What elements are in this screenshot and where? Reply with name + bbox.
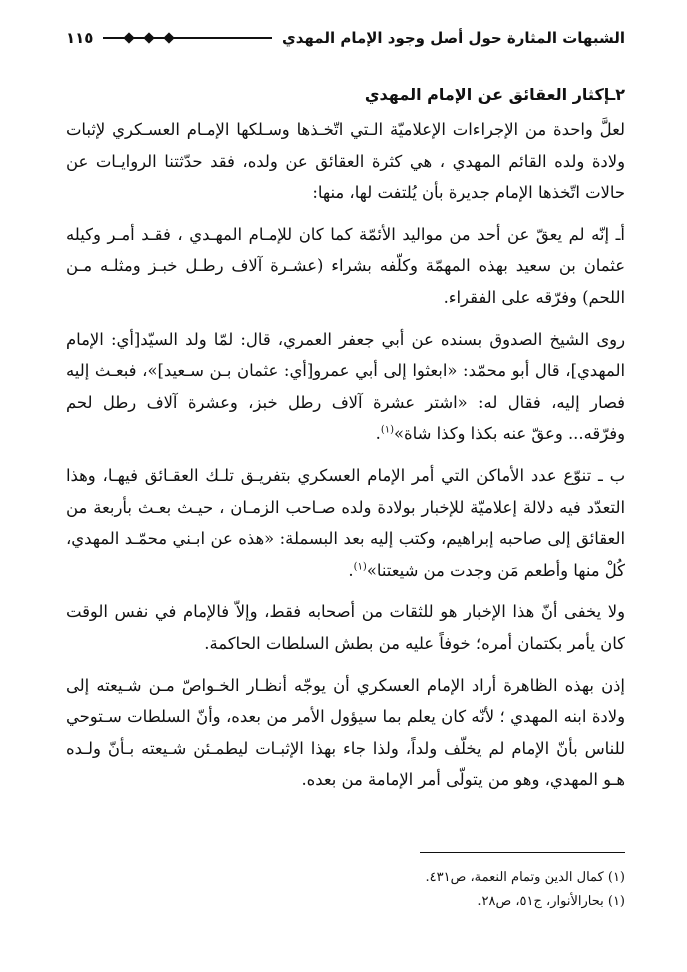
- running-title: الشبهات المثارة حول أصل وجود الإمام المهدي: [281, 29, 625, 47]
- ornament-diamond: [164, 32, 175, 43]
- paragraph-text: ب ـ تنوّع عدد الأماكن التي أمر الإمام العسكري بتفريـق تلـك العقـائق فيهـا، وهذا التعدّد فيه دلالة إعلاميّة للإخبار بولادة ولده صـاحب الزمـان ، حيـث بعـث بأربعة من العقائق إلى صاحبه إبراهيم، وكتب إليه بعد البسملة: «هذه عن ابـني محمّـد المهدي، كُلْ منها وأطعم مَن وجدت من شيعتنا»: [66, 465, 625, 580]
- page-header: [66, 24, 625, 52]
- footnote: (١) كمال الدين وتمام النعمة، ص٤٣١.: [425, 870, 625, 885]
- paragraph-end: .: [375, 424, 381, 444]
- paragraph: إذن بهذه الظاهرة أراد الإمام العسكري أن يوجّه أنظـار الخـواصّ مـن شـيعته إلى ولادة ابنه المهدي ؛ لأنّه كان يعلم بما سيؤول الأمر من بعده، وأنّ السلطات سـتوحي للناس بأنّ الإمام لم يخلّف ولداً، ولذا جاء بهذا الإثبـات ليطمـئن شـيعته بـأنّ ولـده هـو المهدي، وهو من يتولّى أمر الإمامة من بعده.: [66, 675, 625, 790]
- footnote-reference: (١): [353, 561, 367, 573]
- section-heading: ٢ـإكثار العقائق عن الإمام المهدي: [364, 85, 625, 104]
- paragraph-with-footnote: [66, 324, 625, 450]
- footnote: (١) بحارالأنوار، ج٥١، ص٢٨.: [477, 894, 625, 909]
- footnote-reference: (١): [380, 424, 395, 436]
- page-number: ١١٥: [66, 29, 94, 47]
- ornament-diamond: [124, 32, 135, 43]
- paragraph-end: .: [348, 560, 354, 580]
- footnotes: [66, 866, 625, 914]
- paragraph: لعلَّ واحدة من الإجراءات الإعلاميّة الـتي اتّخـذها وسـلكها الإمـام العسـكري لإثبات ولادة ولده القائم المهدي ، هي كثرة العقائق عن ولده، فقد حدّثتنا الروايـات عن حالات اتّخذها الإمام جديرة بأن يُلتفت لها، منها:: [66, 120, 625, 203]
- paragraph: ولا يخفى أنّ هذا الإخبار هو للثقات من أصحابه فقط، وإلاّ فالإمام في نفس الوقت كان يأمر بكتمان أمره؛ خوفاً عليه من بطش السلطات الحاكمة.: [66, 602, 625, 653]
- ornament-diamond: [144, 32, 155, 43]
- paragraph-with-footnote: [66, 460, 625, 586]
- header-ornament: [103, 31, 271, 45]
- page-body: [66, 80, 625, 806]
- footnote-separator: [420, 852, 625, 853]
- paragraph: أـ إنّه لم يعقّ عن أحد من مواليد الأئمّة كما كان للإمـام المهـدي ، فقـد أمـر وكيله عثمان بن سعيد بهذه المهمّة وكلّفه بشراء (عشـرة آلاف رطـل خبـز ومثلـه مـن اللحم) وفرّقه على الفقراء.: [66, 224, 625, 307]
- paragraph-text: روى الشيخ الصدوق بسنده عن أبي جعفر العمري، قال: لمّا ولد السيّد[أي: الإمام المهدي]، قال أبو محمّد: «ابعثوا إلى أبي عمرو[أي: عثمان بـن سـعيد]»، فبعـث إليه فصار إليه، فقال له: «اشتر عشرة آلاف رطل خبز، وعشرة آلاف رطل لحم وفرّقه... وعقّ عنه بكذا وكذا شاة»: [66, 329, 625, 444]
